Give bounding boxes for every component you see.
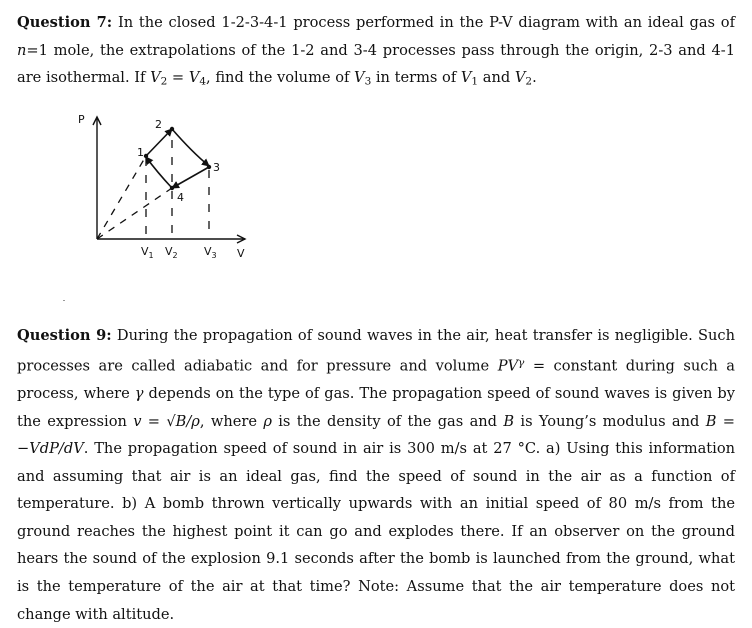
q9-gamma-exponent: γ — [518, 356, 525, 369]
process-4-1 — [146, 157, 172, 188]
y-axis-label: P — [78, 113, 85, 126]
question-7-paragraph — [17, 9, 735, 96]
q7-v-c-sub: 3 — [364, 75, 372, 88]
q9-v-symbol: v — [133, 412, 142, 430]
question-7-label: Question 7: — [17, 14, 113, 31]
point-2-label: 2 — [155, 118, 162, 131]
tick-label-v2: $V_2$ — [165, 245, 178, 260]
q7-text-1: In the closed 1-2-3-4-1 process performed in the P-V diagram with an ideal gas of — [112, 14, 735, 31]
state-point-3 — [207, 165, 211, 169]
q7-text-5: in terms of — [371, 69, 461, 87]
q7-text-2: =1 mole, the extrapolations of the 1-2 and 3-4 processes pass through the origin, 2-3 and 4-1 are isothermal. If — [17, 41, 735, 87]
process-2-3 — [172, 129, 209, 166]
q9-text-8: = − — [17, 412, 735, 458]
q7-v-a: V — [150, 69, 161, 87]
q9-text-9: . The propagation speed of sound in air is 300 m/s at 27 °C. a) Using this information and assuming that air is an ideal gas, find the speed of sound in the air as a function of temperature. b) A bomb thrown vertically upwards with an initial speed of 80 m/s from the ground reaches the highest point it can go and explodes there. If an observer on the ground hears the sound of the explosion 9.1 seconds after the bomb is launched from the ground, what is the temperature of the air at that time? Note: Assume that the air temperature does not change with altitude. — [17, 440, 735, 623]
q7-text-6: and — [478, 69, 515, 87]
q9-rho: ρ — [263, 412, 272, 430]
x-axis-label: V — [237, 247, 245, 260]
q7-v-e: V — [514, 69, 526, 87]
q9-b-symbol-2: B — [705, 412, 717, 430]
process-1-2 — [146, 129, 172, 156]
q7-text-7: . — [532, 69, 537, 87]
state-point-4 — [170, 186, 174, 190]
q7-text-4: , find the volume of — [206, 69, 355, 87]
q9-text-6: is the density of the gas and — [271, 412, 504, 430]
q9-text-2: = constant during such a process, where — [17, 357, 735, 402]
q9-vdp-dv: VdP/dV — [29, 440, 84, 458]
question-9-label: Question 9: — [17, 327, 112, 344]
question-9-paragraph — [17, 322, 735, 628]
point-4-label: 4 — [177, 191, 184, 204]
point-1-label: 1 — [137, 146, 144, 159]
point-3-label: 3 — [213, 161, 220, 174]
extrapolation-1-2 — [97, 156, 146, 239]
q7-v-e-sub: 2 — [525, 75, 533, 88]
state-point-1 — [144, 154, 148, 158]
process-3-4 — [172, 167, 209, 188]
extrapolation-3-4 — [97, 188, 172, 239]
q7-v-b-sub: 4 — [199, 75, 207, 88]
pv-diagram — [60, 100, 290, 270]
q7-text-3: = — [167, 69, 189, 87]
q7-v-c: V — [354, 69, 365, 87]
q9-gamma: γ — [134, 384, 144, 402]
q7-n-variable: n — [17, 41, 27, 59]
tick-label-v3: $V_3$ — [204, 245, 217, 260]
q9-b-symbol-1: B — [503, 412, 515, 430]
tick-label-v1: $V_1$ — [141, 245, 154, 260]
q7-v-a-sub: 2 — [160, 75, 168, 88]
q9-text-7: is Young’s modulus and — [514, 412, 706, 430]
q7-v-b: V — [188, 69, 200, 87]
q9-text-1: During the propagation of sound waves in the air, heat transfer is negligible. Such processes are called adiabatic and for pressure and volume — [17, 327, 735, 375]
q9-pv: PV — [497, 357, 519, 375]
q7-v-d-sub: 1 — [471, 75, 479, 88]
q9-text-5: , where — [199, 412, 264, 430]
stray-mark — [63, 300, 65, 301]
q9-text-4: = — [141, 412, 167, 430]
q9-sqrt-expression: √B/ρ — [166, 412, 200, 430]
state-point-2 — [170, 127, 174, 131]
q9-text-3: depends on the type of gas. The propagation speed of sound waves is given by the expression — [17, 384, 736, 430]
q7-v-d: V — [460, 69, 472, 87]
